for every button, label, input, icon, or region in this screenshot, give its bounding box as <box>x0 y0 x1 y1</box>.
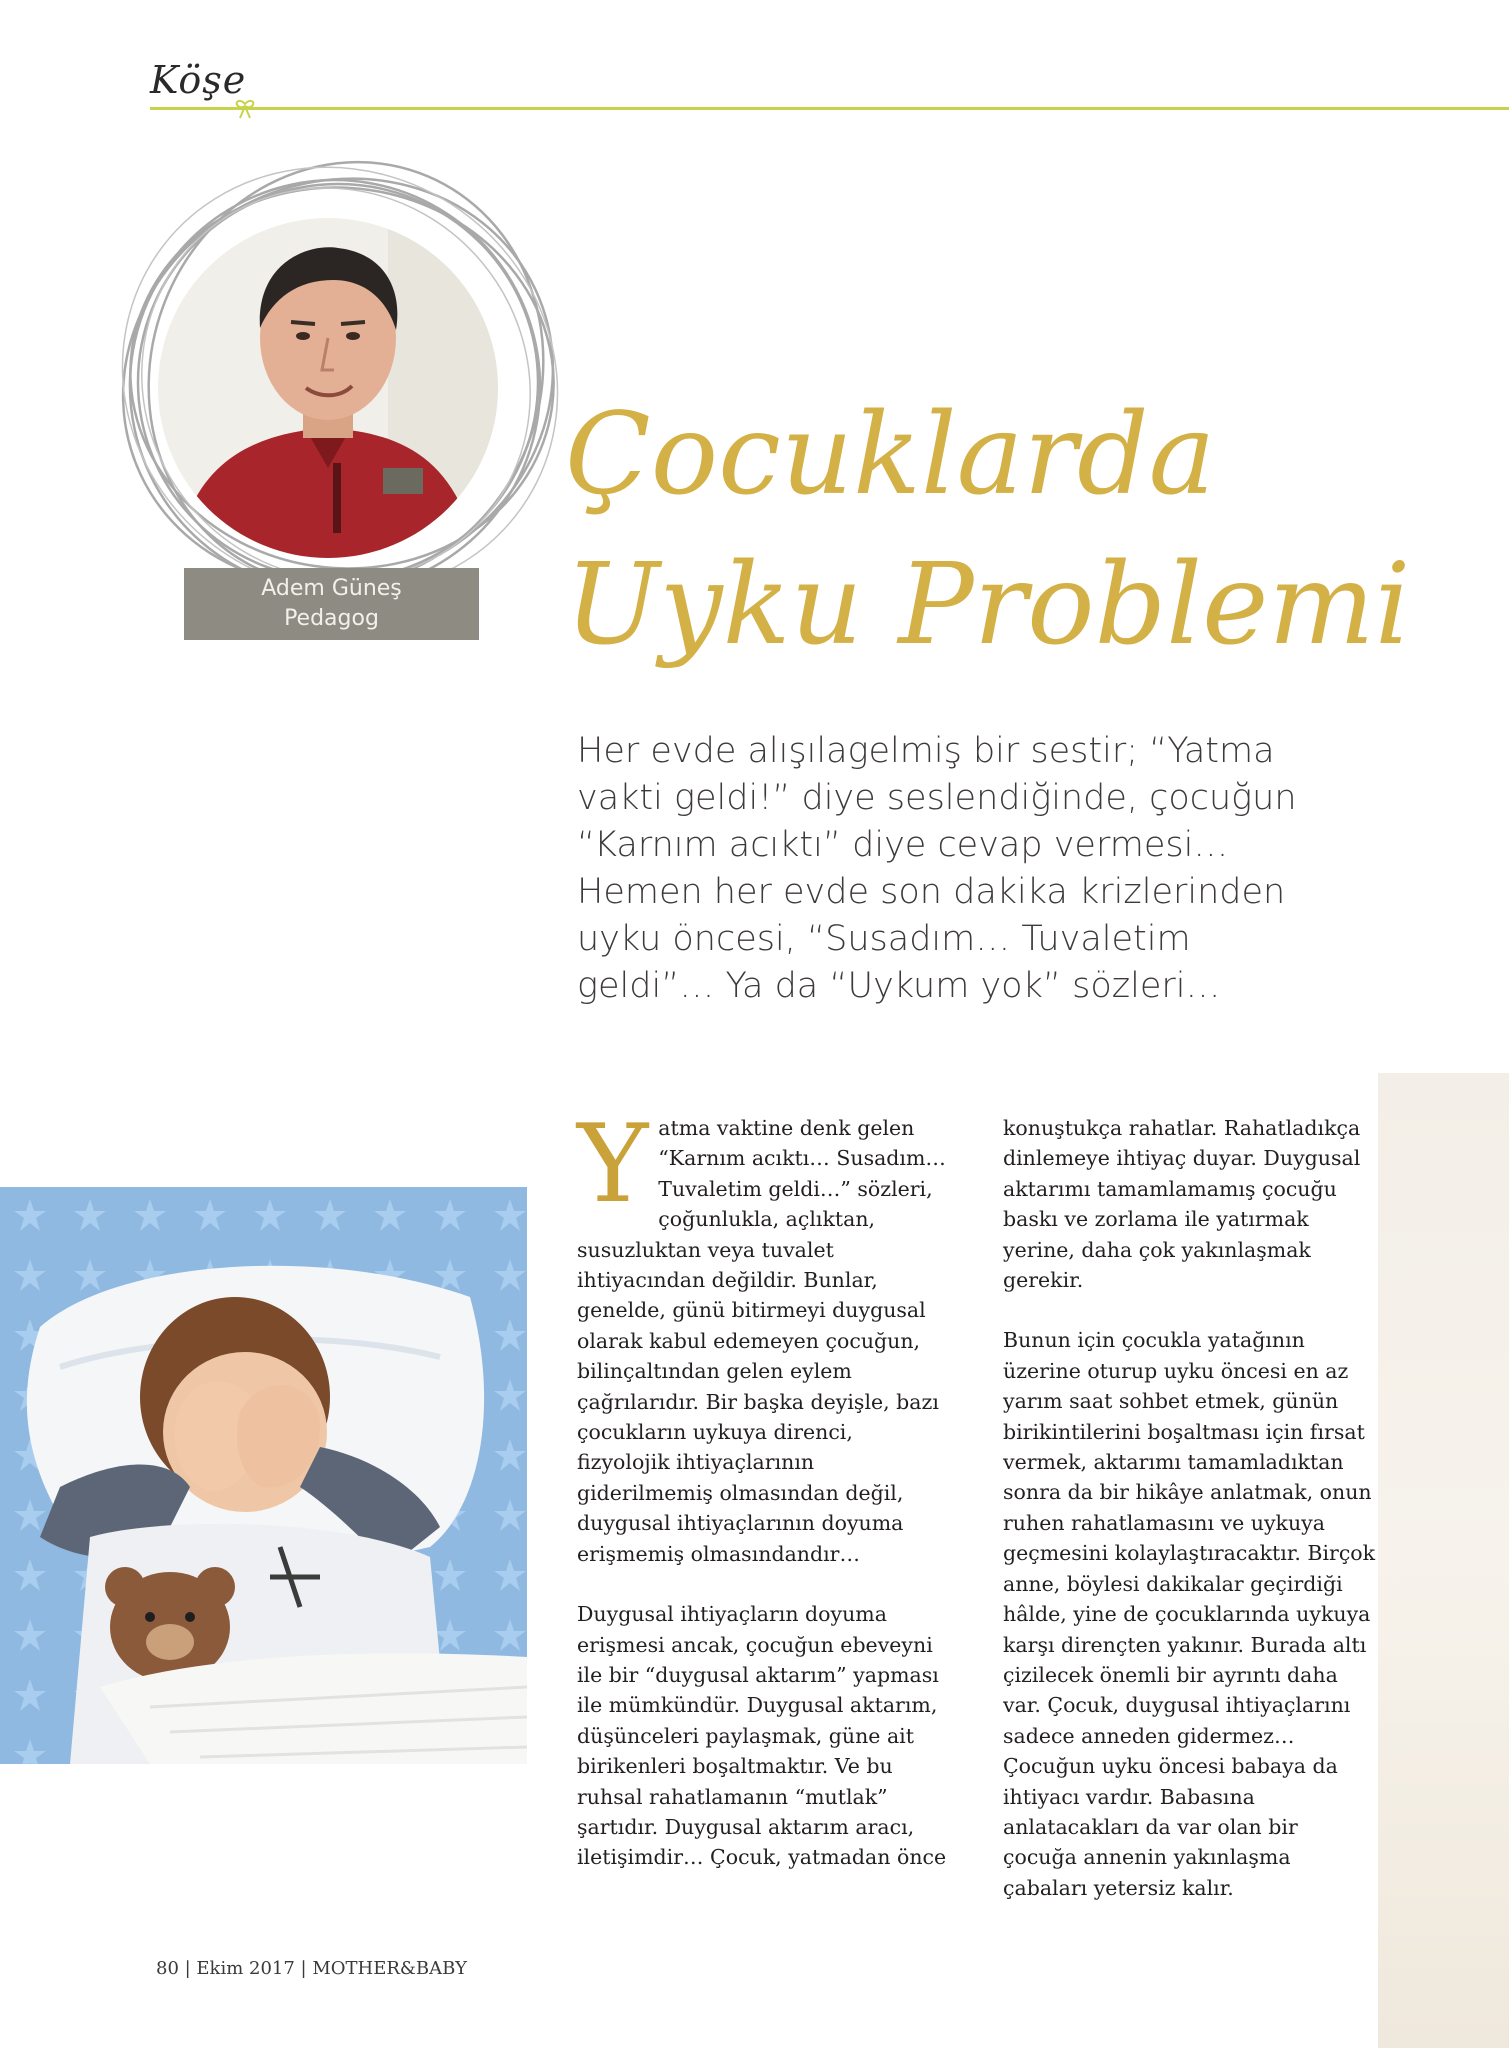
paragraph-1-text: atma vaktine denk gelen “Karnım acıktı… Susadım… Tuvaletim geldi…” sözleri, çoğunlukla, açlıktan, susuzluktan veya tuvalet ihtiyacından değildir. Bunlar, genelde, günü bitirmeyi duygusal olarak kabul edemeyen çocuğun, bilinçaltından gelen eylem çağrılarıdır. Bir başka deyişle, bazı çocukların uykuya direnci, fizyolojik ihtiyaçlarının giderilmemiş olmasından değil, duygusal ihtiyaçlarının doyuma erişmemiş olmasındandır… <box>577 1116 946 1566</box>
lead-paragraph: Her evde alışılagelmiş bir sestir; “Yatma vakti geldi!” diye seslendiğinde, çocuğun “Karnım acıktı” diye cevap vermesi… Hemen her evde son dakika krizlerinden uyku öncesi, “Susadım… Tuvaletim geldi”… Ya da “Uykum yok” sözleri… <box>577 731 1297 1006</box>
paragraph-4: Bunun için çocukla yatağının üzerine oturup uyku öncesi en az yarım saat sohbet etmek, günün birikintilerini boşaltması için fırsat vermek, aktarımı tamamladıktan sonra da bir hikâye anlatmak, onun ruhen rahatlamasını ve uykuya geçmesini kolaylaştıracaktır. Birçok anne, böylesi dakikalar geçirdiği hâlde, yine de çocuklarında uykuya karşı dirençten yakınır. Burada altı çizilecek önemli bir ayrıntı daha var. Çocuk, duygusal ihtiyaçlarını sadece anneden gidermez… Çocuğun uyku öncesi babaya da ihtiyacı vardır. Babasına anlatacakları da var olan bir çocuğa annenin yakınlaşma çabaları yetersiz kalır. <box>1003 1328 1376 1900</box>
paragraph-1 <box>577 1102 947 1569</box>
header-rule <box>150 107 1509 110</box>
paragraph-2: Duygusal ihtiyaçların doyuma erişmesi ancak, çocuğun ebeveyni ile bir “duygusal aktarım” yapması ile mümkündür. Duygusal aktarım, düşünceleri paylaşmak, güne ait birikenleri boşaltmaktır. Ve bu ruhsal rahatlamanın “mutlak” şartıdır. Duygusal aktarım aracı, iletişimdir… Çocuk, yatmadan önce <box>577 1602 947 1870</box>
article-title <box>565 380 1465 680</box>
author-photo <box>158 218 498 558</box>
page-edge-decoration <box>1378 1073 1509 2048</box>
article-photo <box>0 1187 527 1764</box>
author-caption <box>184 568 479 640</box>
body-column-1 <box>577 1102 947 1903</box>
page-footer: 80 | Ekim 2017 | MOTHER&BABY <box>156 1958 467 1979</box>
sleeping-child-illustration <box>0 1187 527 1764</box>
drop-cap: Y <box>577 1102 649 1227</box>
author-name: Adem Güneş <box>261 576 402 601</box>
paragraph-3: konuştukça rahatlar. Rahatladıkça dinlemeye ihtiyaç duyar. Duygusal aktarımı tamamlamamış çocuğu baskı ve zorlama ile yatırmak yerine, daha çok yakınlaşmak gerekir. <box>1003 1116 1361 1293</box>
author-role: Pedagog <box>284 606 379 631</box>
title-line-1: Çocuklarda <box>565 390 1216 520</box>
section-label: Köşe <box>150 58 247 102</box>
body-column-2 <box>1003 1113 1378 1933</box>
author-portrait-illustration <box>158 218 498 558</box>
title-line-2: Uyku Problemi <box>565 540 1411 670</box>
